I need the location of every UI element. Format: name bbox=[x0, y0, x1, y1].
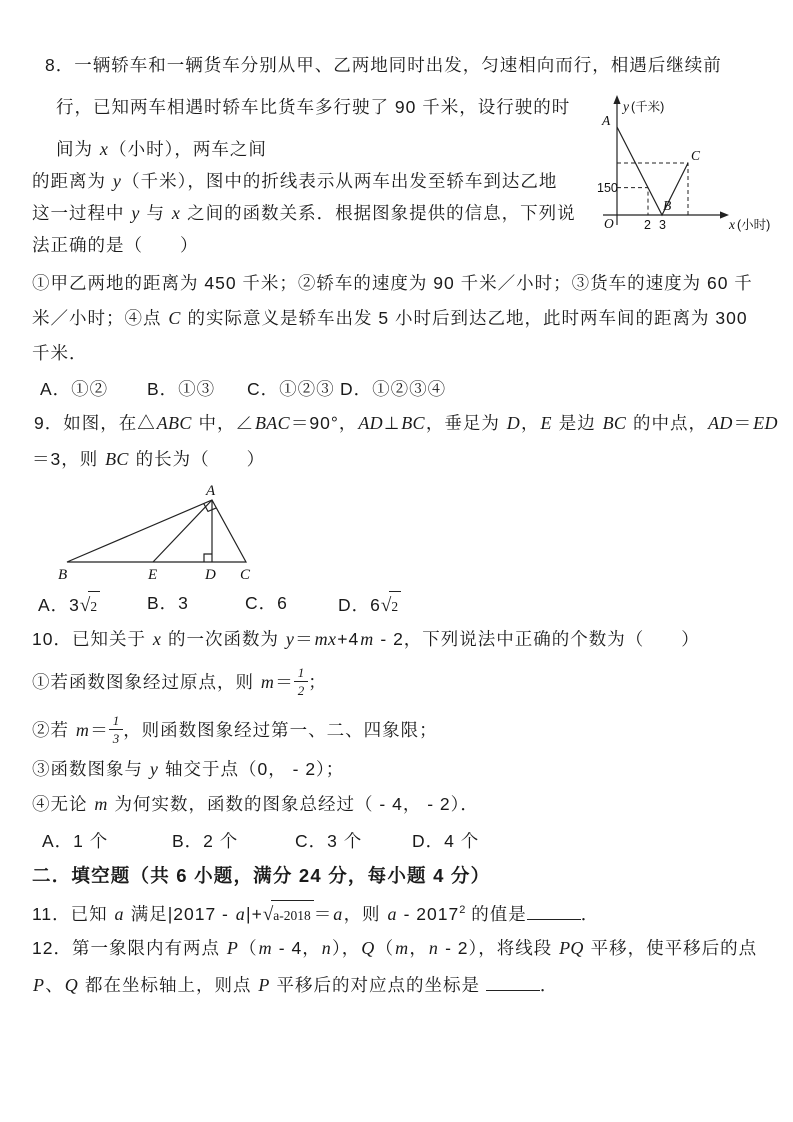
distance-polyline bbox=[617, 127, 688, 215]
question-10-item-1 bbox=[32, 665, 327, 699]
text-run: ⊥ bbox=[384, 413, 401, 433]
fraction-denominator: 3 bbox=[112, 731, 120, 746]
question-8-statement-2 bbox=[32, 306, 748, 331]
section-2-heading bbox=[32, 863, 490, 888]
math-variable: x bbox=[152, 629, 162, 649]
math-variable: BAC bbox=[255, 413, 290, 433]
question-12-line-1 bbox=[32, 936, 757, 961]
math-variable: m bbox=[258, 938, 272, 958]
question-8-line-4 bbox=[32, 169, 557, 194]
math-variable: ED bbox=[753, 413, 778, 433]
text-run: 的距离为 bbox=[32, 171, 112, 191]
question-8-line-6 bbox=[32, 233, 199, 258]
text-run: 11．已知 bbox=[32, 903, 114, 924]
triangle-abc bbox=[67, 500, 246, 562]
text-run: - 2，下列说法中正确的个数为（ ） bbox=[374, 629, 700, 649]
question-8-options-row bbox=[40, 377, 760, 402]
text-run: - 4， bbox=[272, 938, 321, 958]
text-run: ＝90°， bbox=[290, 413, 358, 433]
tick-label-150: 150 bbox=[597, 181, 618, 195]
question-8-line-1 bbox=[45, 53, 722, 78]
text-run: |+ bbox=[246, 903, 263, 924]
right-angle-mark-d bbox=[204, 554, 212, 562]
math-variable: n bbox=[321, 938, 332, 958]
x-axis-var-label: x bbox=[729, 217, 735, 232]
text-run: ＝ bbox=[295, 629, 314, 649]
text-run: 都在坐标轴上，则点 bbox=[79, 975, 258, 995]
text-run: ． bbox=[539, 975, 559, 995]
question-10-item-4 bbox=[32, 792, 479, 817]
text-run: （千米），图中的折线表示从两车出发至轿车到达乙地 bbox=[122, 171, 558, 191]
radical-sign: √ bbox=[380, 595, 392, 616]
tick-label-2: 2 bbox=[644, 218, 651, 232]
vertex-label-a: A bbox=[206, 483, 216, 499]
foot-label-d: D bbox=[205, 567, 216, 583]
math-variable: mx bbox=[314, 629, 337, 649]
text-run: 米／小时；④点 bbox=[32, 308, 168, 328]
radicand: 2 bbox=[389, 591, 401, 619]
math-variable: BC bbox=[401, 413, 425, 433]
x-axis-arrow bbox=[720, 211, 729, 218]
answer-blank-line bbox=[486, 975, 540, 991]
sqrt-expression bbox=[381, 591, 401, 619]
radical-sign: √ bbox=[262, 903, 274, 925]
question-10-item-2 bbox=[32, 713, 438, 747]
text-run: 的一次函数为 bbox=[162, 629, 285, 649]
text-run: ＝ bbox=[733, 413, 753, 433]
vertex-label-c: C bbox=[240, 567, 251, 583]
text-run: ③函数图象与 bbox=[32, 759, 149, 779]
segment-ea bbox=[153, 500, 212, 562]
math-variable: a bbox=[333, 903, 343, 924]
text-run: （小时），两车之间 bbox=[109, 139, 267, 159]
question-9-line-2 bbox=[32, 447, 265, 472]
text-run: - 2），将线段 bbox=[439, 938, 559, 958]
q9-option-b: B．3 bbox=[147, 593, 189, 613]
text-run: 8．一辆轿车和一辆货车分别从甲、乙两地同时出发，匀速相向而行，相遇后继续前 bbox=[45, 55, 722, 75]
text-run: ，垂足为 bbox=[425, 413, 506, 433]
text-run: 的长为（ ） bbox=[129, 449, 266, 469]
text-run: 轴交于点（0， - 2）； bbox=[159, 759, 345, 779]
radicand: a-2018 bbox=[271, 900, 314, 928]
text-run: ． bbox=[580, 903, 600, 924]
text-run: A．3 bbox=[38, 595, 80, 615]
text-run: D．6 bbox=[338, 595, 381, 615]
text-run: ）， bbox=[332, 938, 361, 958]
math-variable: y bbox=[112, 171, 122, 191]
math-variable: a bbox=[114, 903, 124, 924]
math-variable: C bbox=[168, 308, 181, 328]
question-8-line-2 bbox=[56, 95, 570, 120]
question-8-statement-3 bbox=[32, 341, 88, 366]
text-run: ＝ bbox=[313, 903, 333, 924]
math-variable: a bbox=[235, 903, 246, 924]
math-variable: m bbox=[94, 794, 108, 814]
radical-sign: √ bbox=[79, 595, 91, 616]
q10-option-c: C．3 个 bbox=[295, 831, 363, 851]
question-9-options-row bbox=[38, 591, 758, 616]
question-10-options-row bbox=[42, 829, 762, 854]
text-run: 12．第一象限内有两点 bbox=[32, 938, 226, 958]
text-run: 的实际意义是轿车出发 5 小时后到达乙地，此时两车间的距离为 300 bbox=[181, 308, 748, 328]
text-run: ＝ bbox=[90, 720, 109, 741]
question-11-line bbox=[32, 898, 599, 928]
math-variable: a bbox=[387, 903, 397, 924]
question-10-item-3 bbox=[32, 757, 344, 782]
text-run: 10．已知关于 bbox=[32, 629, 152, 649]
y-axis-var-label: y bbox=[623, 99, 629, 114]
question-9-line-1 bbox=[34, 411, 779, 436]
y-axis-arrow bbox=[613, 95, 620, 104]
text-run: ＝3，则 bbox=[32, 449, 105, 469]
math-variable: m bbox=[395, 938, 409, 958]
math-variable: D bbox=[506, 413, 521, 433]
text-run: ，则 bbox=[343, 903, 387, 924]
math-variable: m bbox=[260, 672, 275, 693]
question-8-statement-1 bbox=[32, 271, 753, 296]
y-axis-unit-label: (千米) bbox=[631, 100, 665, 114]
q8-option-c: C．①②③ bbox=[247, 379, 335, 399]
question-12-line-2 bbox=[32, 973, 558, 998]
text-run: 与 bbox=[140, 203, 171, 223]
q8-option-d: D．①②③④ bbox=[340, 379, 447, 399]
math-variable: P bbox=[226, 938, 239, 958]
text-run: ； bbox=[308, 672, 327, 693]
q9-option-a bbox=[38, 591, 100, 619]
text-run: 平移，使平移后的点 bbox=[584, 938, 758, 958]
question-8-line-5 bbox=[32, 201, 576, 226]
text-run: 间为 bbox=[56, 139, 99, 159]
origin-label: O bbox=[604, 216, 614, 231]
text-run: - 2017 bbox=[397, 903, 460, 924]
math-variable: P bbox=[258, 975, 270, 995]
text-run: ，则函数图象经过第一、二、四象限； bbox=[123, 720, 438, 741]
math-variable: m bbox=[75, 720, 90, 741]
text-run: ④无论 bbox=[32, 794, 94, 814]
math-variable: P bbox=[33, 975, 45, 995]
q10-option-d: D．4 个 bbox=[412, 831, 480, 851]
text-run: ， bbox=[521, 413, 540, 433]
math-variable: x bbox=[99, 139, 109, 159]
q8-graph-figure bbox=[597, 93, 789, 243]
question-8-line-3 bbox=[56, 137, 267, 162]
point-label-c: C bbox=[691, 148, 701, 163]
text-run: 千米． bbox=[32, 343, 88, 363]
text-run: 的中点， bbox=[627, 413, 708, 433]
sqrt-expression bbox=[80, 591, 100, 619]
fraction-numerator: 1 bbox=[109, 714, 124, 730]
fraction-denominator: 2 bbox=[297, 683, 305, 698]
text-run: 、 bbox=[45, 975, 64, 995]
text-run: ①若函数图象经过原点，则 bbox=[32, 672, 260, 693]
math-variable: Q bbox=[361, 938, 375, 958]
math-variable: n bbox=[428, 938, 439, 958]
text-run: 平移后的对应点的坐标是 bbox=[270, 975, 486, 995]
text-run: 中，∠ bbox=[192, 413, 255, 433]
fraction bbox=[109, 714, 124, 745]
tick-label-3: 3 bbox=[659, 218, 666, 232]
text-run: 二．填空题（共 6 小题，满分 24 分，每小题 4 分） bbox=[32, 865, 491, 886]
radicand: 2 bbox=[88, 591, 100, 619]
text-run: ①甲乙两地的距离为 450 千米；②轿车的速度为 90 千米／小时；③货车的速度为 60 千 bbox=[32, 273, 753, 293]
text-run: 的值是 bbox=[465, 903, 527, 924]
dashed-guide-150 bbox=[617, 188, 648, 215]
math-variable: Q bbox=[64, 975, 79, 995]
q8-option-b: B．①③ bbox=[147, 379, 216, 399]
sqrt-expression bbox=[263, 900, 314, 928]
q9-option-d bbox=[338, 591, 401, 619]
math-variable: ABC bbox=[156, 413, 192, 433]
math-variable: y bbox=[149, 759, 159, 779]
point-label-a: A bbox=[602, 113, 611, 128]
x-axis-unit-label: (小时) bbox=[737, 218, 771, 232]
math-variable: E bbox=[540, 413, 552, 433]
point-label-b: B bbox=[663, 198, 672, 213]
q9-triangle-figure bbox=[40, 483, 290, 588]
text-run: （ bbox=[239, 938, 258, 958]
text-run: 这一过程中 bbox=[32, 203, 131, 223]
vertex-label-b: B bbox=[58, 567, 68, 583]
answer-blank-line bbox=[527, 904, 581, 920]
dashed-guide-c bbox=[617, 163, 688, 215]
q10-option-b: B．2 个 bbox=[172, 831, 239, 851]
math-variable: BC bbox=[602, 413, 627, 433]
q8-option-a: A．①② bbox=[40, 379, 109, 399]
text-run: ②若 bbox=[32, 720, 75, 741]
text-run: ＝ bbox=[275, 672, 294, 693]
text-run: ， bbox=[409, 938, 428, 958]
math-variable: x bbox=[171, 203, 181, 223]
math-variable: BC bbox=[105, 449, 129, 469]
math-variable: AD bbox=[358, 413, 383, 433]
math-variable: PQ bbox=[559, 938, 584, 958]
text-run: 是边 bbox=[552, 413, 602, 433]
superscript: 2 bbox=[459, 904, 466, 916]
text-run: 满足|2017 - bbox=[124, 903, 235, 924]
math-variable: y bbox=[285, 629, 295, 649]
text-run: 9．如图，在△ bbox=[34, 413, 156, 433]
math-variable: m bbox=[360, 629, 374, 649]
fraction-numerator: 1 bbox=[294, 666, 309, 682]
question-10-line-1 bbox=[32, 627, 700, 652]
point-label-e: E bbox=[148, 567, 158, 583]
fraction bbox=[294, 666, 309, 697]
text-run: 行，已知两车相遇时轿车比货车多行驶了 90 千米，设行驶的时 bbox=[56, 97, 571, 117]
text-run: 法正确的是（ ） bbox=[32, 235, 199, 255]
text-run: 之间的函数关系．根据图象提供的信息，下列说 bbox=[181, 203, 576, 223]
math-variable: AD bbox=[708, 413, 733, 433]
text-run: +4 bbox=[337, 629, 360, 649]
q10-option-a: A．1 个 bbox=[42, 831, 109, 851]
q9-option-c: C．6 bbox=[245, 593, 288, 613]
text-run: （ bbox=[375, 938, 395, 958]
math-variable: y bbox=[131, 203, 140, 223]
text-run: 为何实数，函数的图象总经过（ - 4， - 2）． bbox=[108, 794, 479, 814]
